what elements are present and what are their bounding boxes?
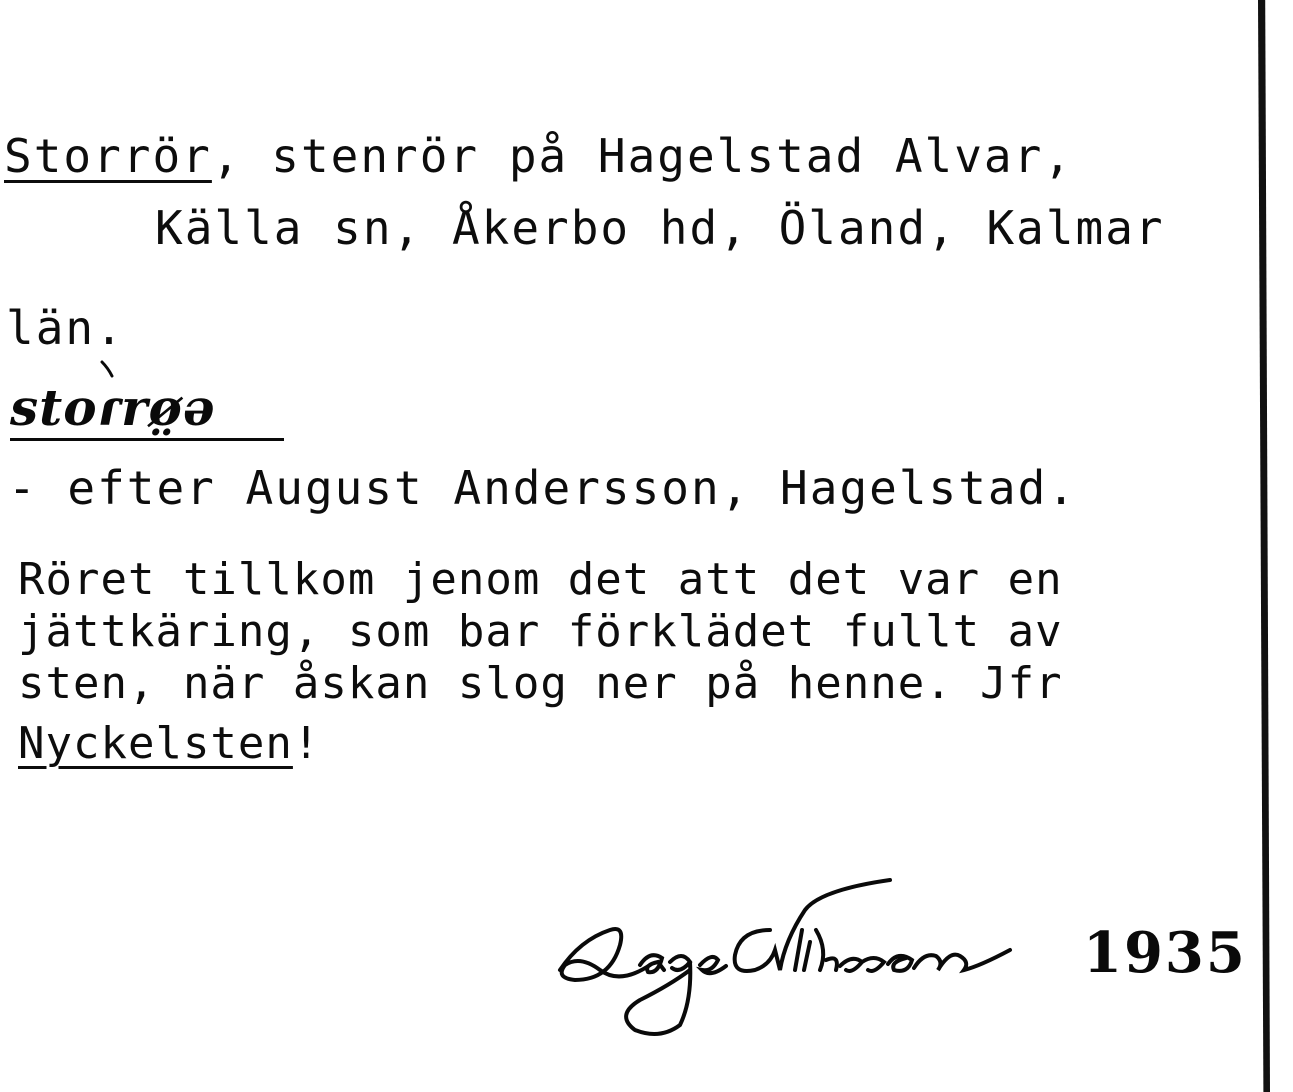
paragraph-line-2: jättkäring, som bar förklädet fullt av: [18, 606, 1063, 657]
paragraph-line-1: Röret tillkom jenom det att det var en: [18, 554, 1063, 605]
signature-year: 1935: [1083, 920, 1247, 986]
phonetic-text: stoɾrø̤ə: [10, 378, 216, 437]
paragraph-line-4: [18, 718, 321, 769]
entry-line-1: [4, 129, 1074, 183]
handwritten-signature: [540, 870, 1040, 1040]
phonetic-transcription: [10, 360, 290, 450]
source-line: - efter August Andersson, Hagelstad.: [8, 461, 1077, 515]
cross-reference-suffix: !: [292, 718, 321, 769]
cross-reference: Nyckelsten: [18, 718, 293, 769]
entry-line-1-rest: , stenrör på Hagelstad Alvar,: [211, 129, 1074, 183]
entry-line-2: Källa sn, Åkerbo hd, Öland, Kalmar: [155, 201, 1165, 255]
entry-line-3: län.: [6, 301, 125, 355]
card-edge-shadow: [1258, 0, 1270, 1092]
phonetic-underline: [10, 438, 284, 441]
paragraph-line-3: sten, när åskan slog ner på henne. Jfr: [18, 658, 1063, 709]
headword: Storrör: [4, 129, 212, 183]
accent-mark-icon: [98, 360, 118, 380]
